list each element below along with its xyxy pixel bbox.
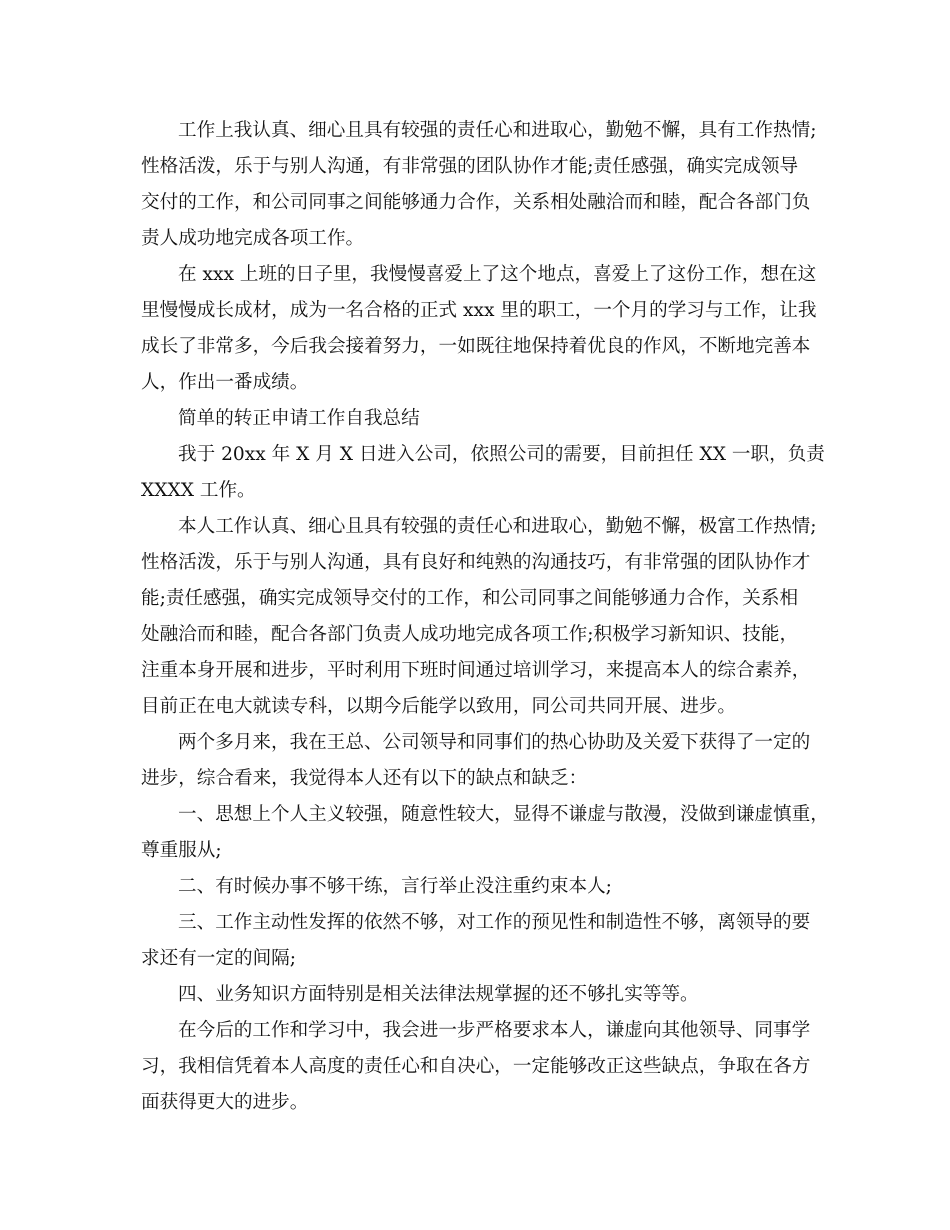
section-heading: 简单的转正申请工作自我总结 [178,408,420,429]
text-line: 四、业务知识方面特别是相关法律法规掌握的还不够扎实等等。 [178,984,699,1005]
text-line: 责人成功地完成各项工作。 [141,228,365,249]
text-line: 进步，综合看来，我觉得本人还有以下的缺点和缺乏： [141,768,588,789]
text-line: 本人工作认真、细心且具有较强的责任心和进取心，勤勉不懈，极富工作热情; [178,516,817,537]
text-line: 求还有一定的间隔; [141,948,297,969]
text-line: 成长了非常多，今后我会接着努力，一如既往地保持着优良的作风，不断地完善本 [141,336,811,357]
text-line: XXXX 工作。 [141,480,256,501]
text-line: 习，我相信凭着本人高度的责任心和自决心，一定能够改正这些缺点，争取在各方 [141,1056,811,1077]
text-line: 目前正在电大就读专科，以期今后能学以致用，同公司共同开展、进步。 [141,696,737,717]
text-line: 二、有时候办事不够干练，言行举止没注重约束本人; [178,876,612,897]
text-line: 注重本身开展和进步，平时利用下班时间通过培训学习，来提高本人的综合素养， [141,660,811,681]
text-line: 在今后的工作和学习中，我会进一步严格要求本人，谦虚向其他领导、同事学 [178,1020,811,1041]
text-line: 交付的工作，和公司同事之间能够通力合作，关系相处融洽而和睦，配合各部门负 [141,192,811,213]
text-line: 我于 20xx 年 X 月 X 日进入公司，依照公司的需要，目前担任 XX 一职，负责 [178,444,825,465]
text-line: 工作上我认真、细心且具有较强的责任心和进取心，勤勉不懈，具有工作热情; [178,120,817,141]
text-line: 在 xxx 上班的日子里，我慢慢喜爱上了这个地点，喜爱上了这份工作，想在这 [178,264,817,285]
text-line: 性格活泼，乐于与别人沟通，有非常强的团队协作才能;责任感强，确实完成领导 [141,156,799,177]
text-line: 两个多月来，我在王总、公司领导和同事们的热心协助及关爱下获得了一定的 [178,732,811,753]
text-line: 面获得更大的进步。 [141,1092,309,1113]
text-line: 能;责任感强，确实完成领导交付的工作，和公司同事之间能够通力合作，关系相 [141,588,799,609]
text-line: 里慢慢成长成材，成为一名合格的正式 xxx 里的职工，一个月的学习与工作，让我 [141,300,817,321]
text-line: 三、工作主动性发挥的依然不够，对工作的预见性和制造性不够，离领导的要 [178,912,811,933]
text-line: 处融洽而和睦，配合各部门负责人成功地完成各项工作;积极学习新知识、技能， [141,624,799,645]
text-line: 尊重服从; [141,840,222,861]
text-line: 人，作出一番成绩。 [141,372,309,393]
text-line: 性格活泼，乐于与别人沟通，具有良好和纯熟的沟通技巧，有非常强的团队协作才 [141,552,811,573]
text-line: 一、思想上个人主义较强，随意性较大，显得不谦虚与散漫，没做到谦虚慎重， [178,804,829,825]
